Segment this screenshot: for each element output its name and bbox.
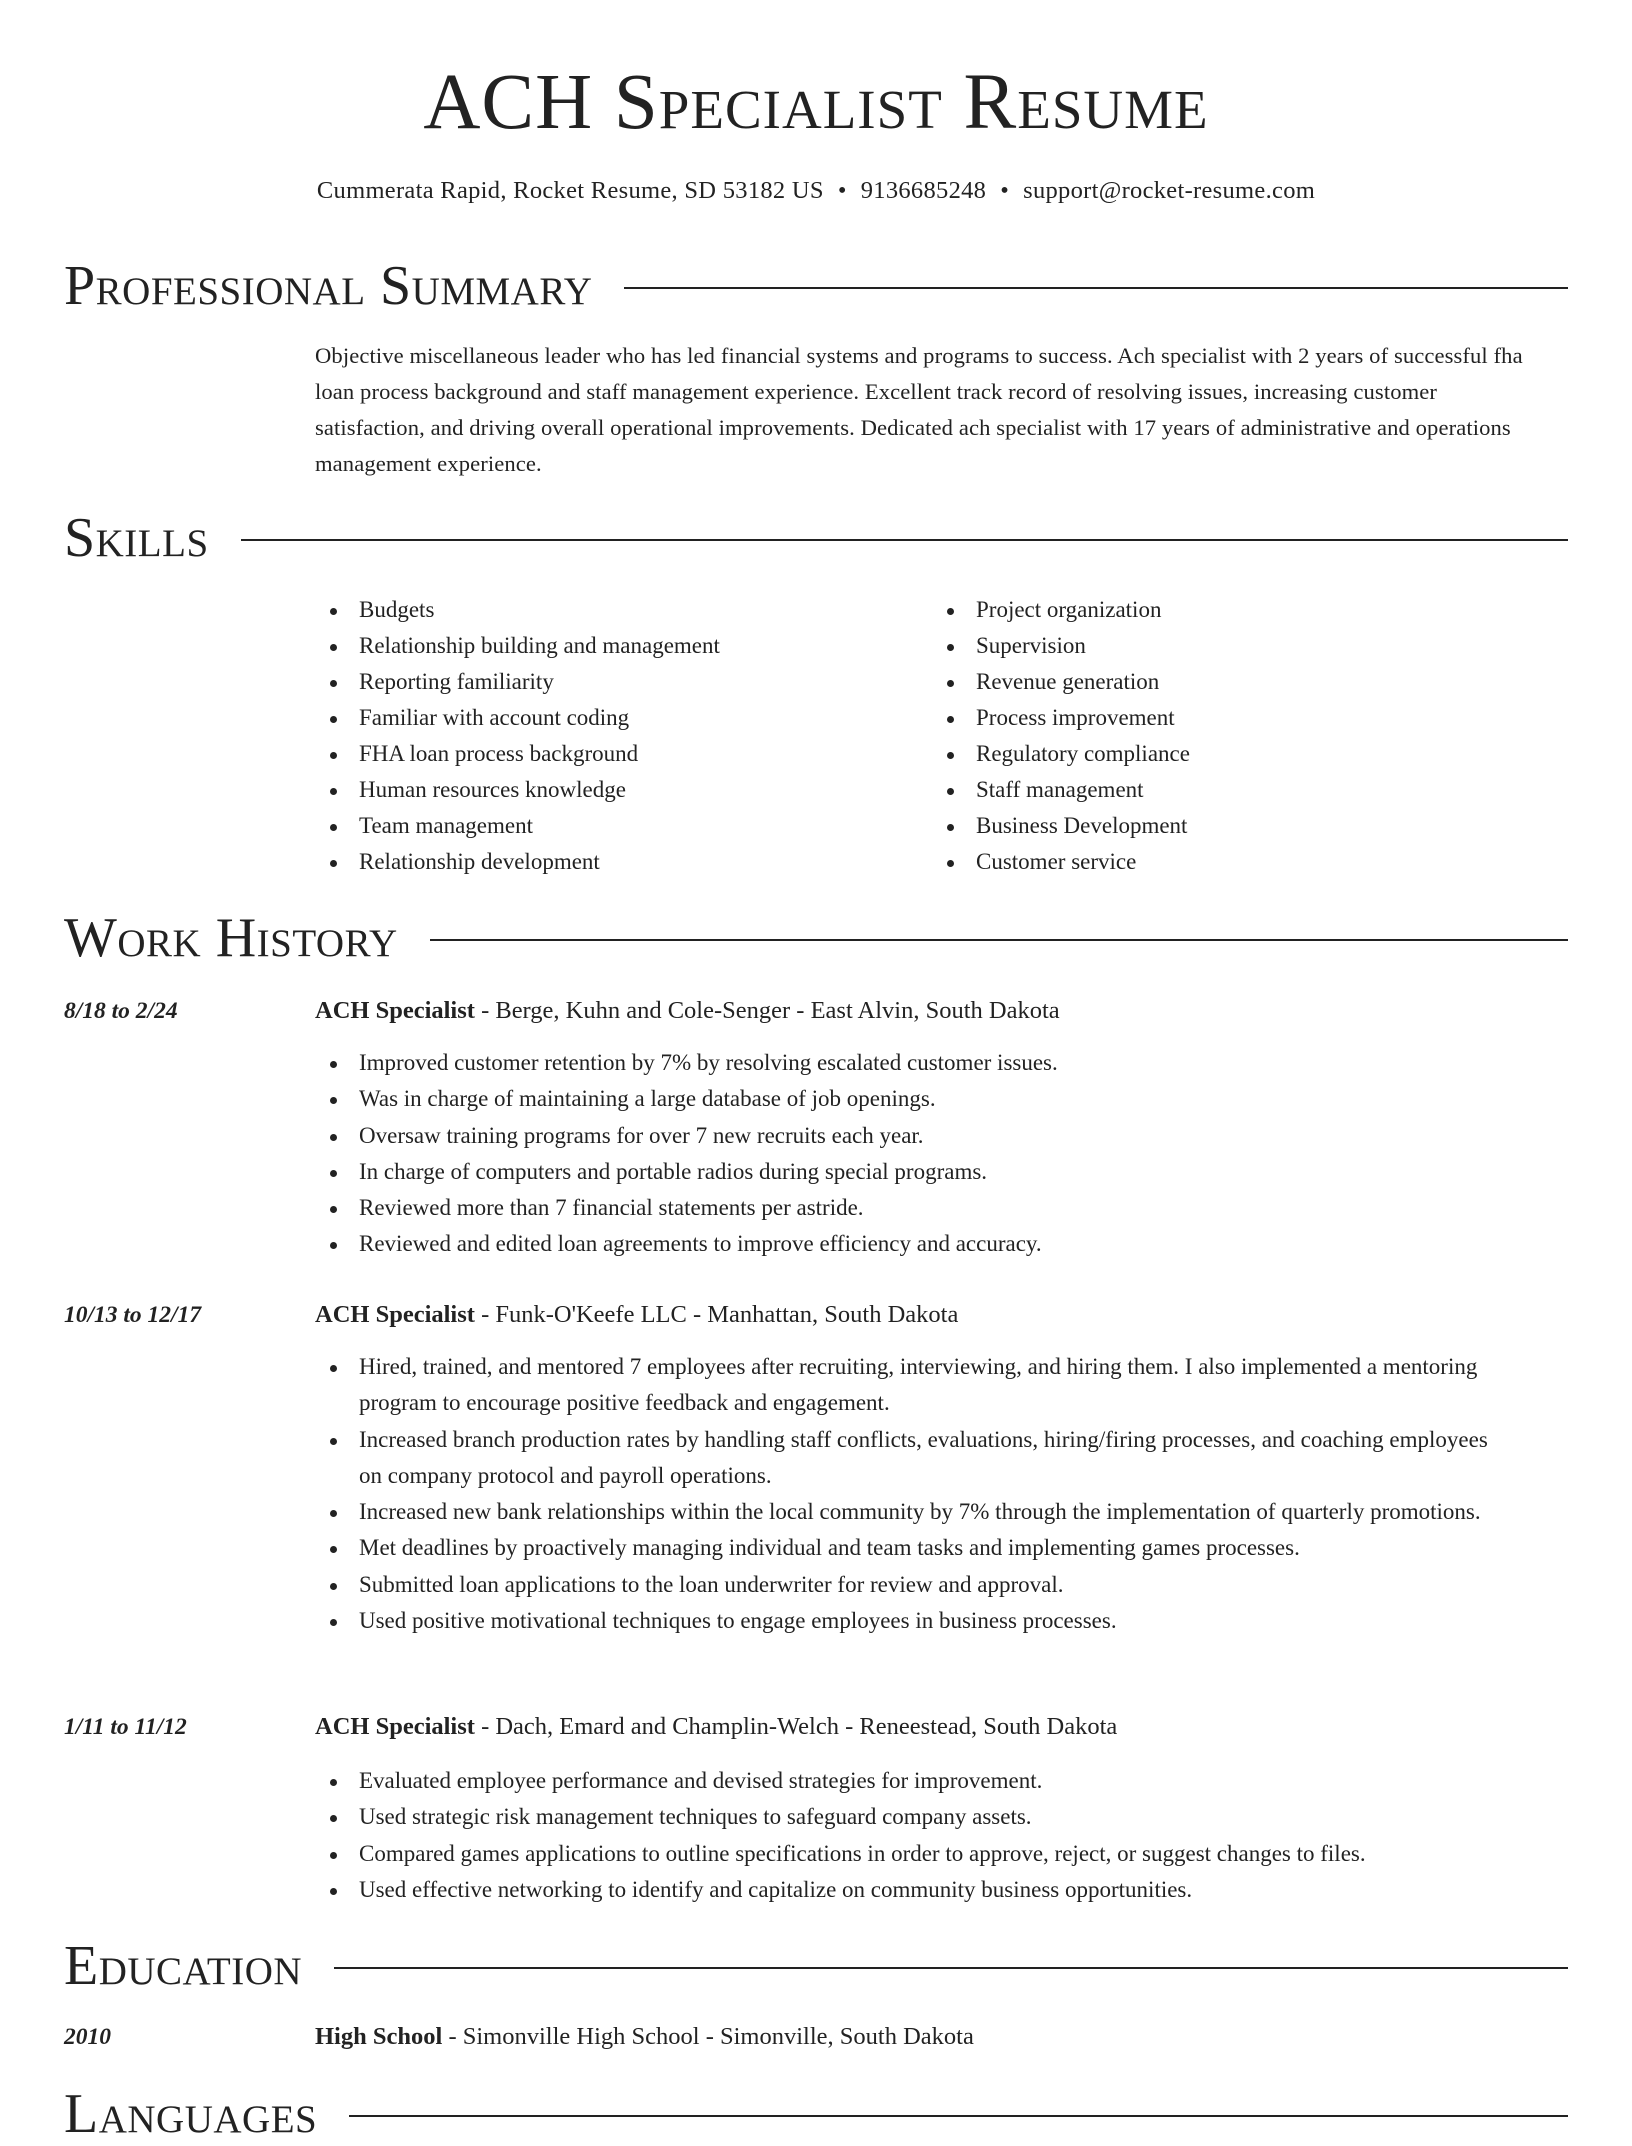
skills-section-heading — [64, 506, 1568, 570]
job-bullets — [315, 1045, 1515, 1263]
languages-section-heading — [64, 2082, 1568, 2146]
education-degree: High School — [315, 2023, 443, 2050]
section-heading-label: Education — [64, 1935, 303, 1997]
skill-item: Project organization — [932, 592, 1532, 628]
section-divider — [349, 2115, 1568, 2117]
job-bullet: Evaluated employee performance and devised strategies for improvement. — [315, 1763, 1515, 1799]
section-divider — [241, 539, 1568, 541]
education-heading — [315, 2019, 974, 2055]
job-title: ACH Specialist — [315, 997, 475, 1024]
job-bullet: Reviewed more than 7 financial statements per astride. — [315, 1190, 1515, 1226]
job-bullet: Increased new bank relationships within the local community by 7% through the implementation of quarterly promotions. — [315, 1494, 1515, 1530]
summary-text: Objective miscellaneous leader who has led financial systems and programs to success. Ach specialist with 2 years of successful fha loan process background and staff management experience. Excellent track record of resolving issues, increasing customer satisfaction, and driving overall operational improvements. Dedicated ach specialist with 17 years of administrative and operations management experience. — [315, 343, 1523, 476]
job-bullet: Met deadlines by proactively managing individual and team tasks and implementing games processes. — [315, 1530, 1515, 1566]
contact-email: support@rocket-resume.com — [1023, 177, 1316, 204]
section-divider — [624, 287, 1568, 289]
job-bullet: Used strategic risk management techniques to safeguard company assets. — [315, 1799, 1515, 1835]
education-section-heading — [64, 1934, 1568, 1998]
job-bullet: Compared games applications to outline specifications in order to approve, reject, or suggest changes to files. — [315, 1836, 1515, 1872]
skill-item: Supervision — [932, 628, 1532, 664]
contact-line — [0, 174, 1632, 208]
skill-item: FHA loan process background — [315, 736, 915, 772]
contact-phone: 9136685248 — [860, 177, 987, 204]
job-heading — [315, 1297, 958, 1333]
job-dates: 8/18 to 2/24 — [64, 998, 178, 1024]
skill-item: Team management — [315, 808, 915, 844]
skill-item: Familiar with account coding — [315, 700, 915, 736]
section-divider — [334, 1967, 1568, 1969]
skills-list-right — [932, 592, 1532, 880]
contact-address: Cummerata Rapid, Rocket Resume, SD 53182 US — [316, 177, 824, 204]
job-bullets — [315, 1349, 1515, 1639]
skill-item: Customer service — [932, 844, 1532, 880]
education-year: 2010 — [64, 2024, 111, 2050]
job-bullet: Improved customer retention by 7% by resolving escalated customer issues. — [315, 1045, 1515, 1081]
skills-list-left — [315, 592, 915, 880]
job-title: ACH Specialist — [315, 1713, 475, 1740]
section-heading-label: Work History — [64, 907, 398, 969]
job-employer: - Berge, Kuhn and Cole-Senger - East Alvin, South Dakota — [474, 997, 1060, 1024]
skill-item: Human resources knowledge — [315, 772, 915, 808]
section-heading-label: Languages — [64, 2083, 318, 2145]
job-bullet: Submitted loan applications to the loan underwriter for review and approval. — [315, 1567, 1515, 1603]
summary-section-heading — [64, 254, 1568, 318]
skill-item: Relationship development — [315, 844, 915, 880]
job-heading — [315, 993, 1060, 1029]
job-heading — [315, 1709, 1117, 1745]
skill-item: Staff management — [932, 772, 1532, 808]
job-dates: 10/13 to 12/17 — [64, 1302, 202, 1328]
job-bullet: Used effective networking to identify and capitalize on community business opportunities. — [315, 1872, 1515, 1908]
job-title: ACH Specialist — [315, 1301, 475, 1328]
job-bullet: Was in charge of maintaining a large database of job openings. — [315, 1081, 1515, 1117]
job-bullet: Used positive motivational techniques to engage employees in business processes. — [315, 1603, 1515, 1639]
section-heading-label: Professional Summary — [64, 255, 593, 317]
work-history-section-heading — [64, 906, 1568, 970]
skill-item: Process improvement — [932, 700, 1532, 736]
skill-item: Business Development — [932, 808, 1532, 844]
skill-item: Revenue generation — [932, 664, 1532, 700]
job-bullet: Increased branch production rates by handling staff conflicts, evaluations, hiring/firing processes, and coaching employees on company protocol and payroll operations. — [315, 1422, 1515, 1495]
contact-separator: • — [1000, 177, 1010, 204]
job-employer: - Dach, Emard and Champlin-Welch - Reneestead, South Dakota — [474, 1713, 1118, 1740]
job-bullet: Reviewed and edited loan agreements to improve efficiency and accuracy. — [315, 1226, 1515, 1262]
job-dates: 1/11 to 11/12 — [64, 1714, 187, 1740]
job-bullet: In charge of computers and portable radios during special programs. — [315, 1154, 1515, 1190]
skill-item: Relationship building and management — [315, 628, 915, 664]
skill-item: Reporting familiarity — [315, 664, 915, 700]
page-title: ACH Specialist Resume — [423, 59, 1209, 146]
skill-item: Budgets — [315, 592, 915, 628]
section-heading-label: Skills — [64, 507, 209, 569]
education-school: - Simonville High School - Simonville, South Dakota — [442, 2023, 974, 2050]
job-bullets — [315, 1763, 1515, 1908]
job-bullet: Hired, trained, and mentored 7 employees after recruiting, interviewing, and hiring them. I also implemented a mentoring program to encourage positive feedback and engagement. — [315, 1349, 1515, 1422]
job-employer: - Funk-O'Keefe LLC - Manhattan, South Dakota — [474, 1301, 959, 1328]
section-divider — [430, 939, 1568, 941]
contact-separator: • — [837, 177, 847, 204]
job-bullet: Oversaw training programs for over 7 new recruits each year. — [315, 1118, 1515, 1154]
skill-item: Regulatory compliance — [932, 736, 1532, 772]
